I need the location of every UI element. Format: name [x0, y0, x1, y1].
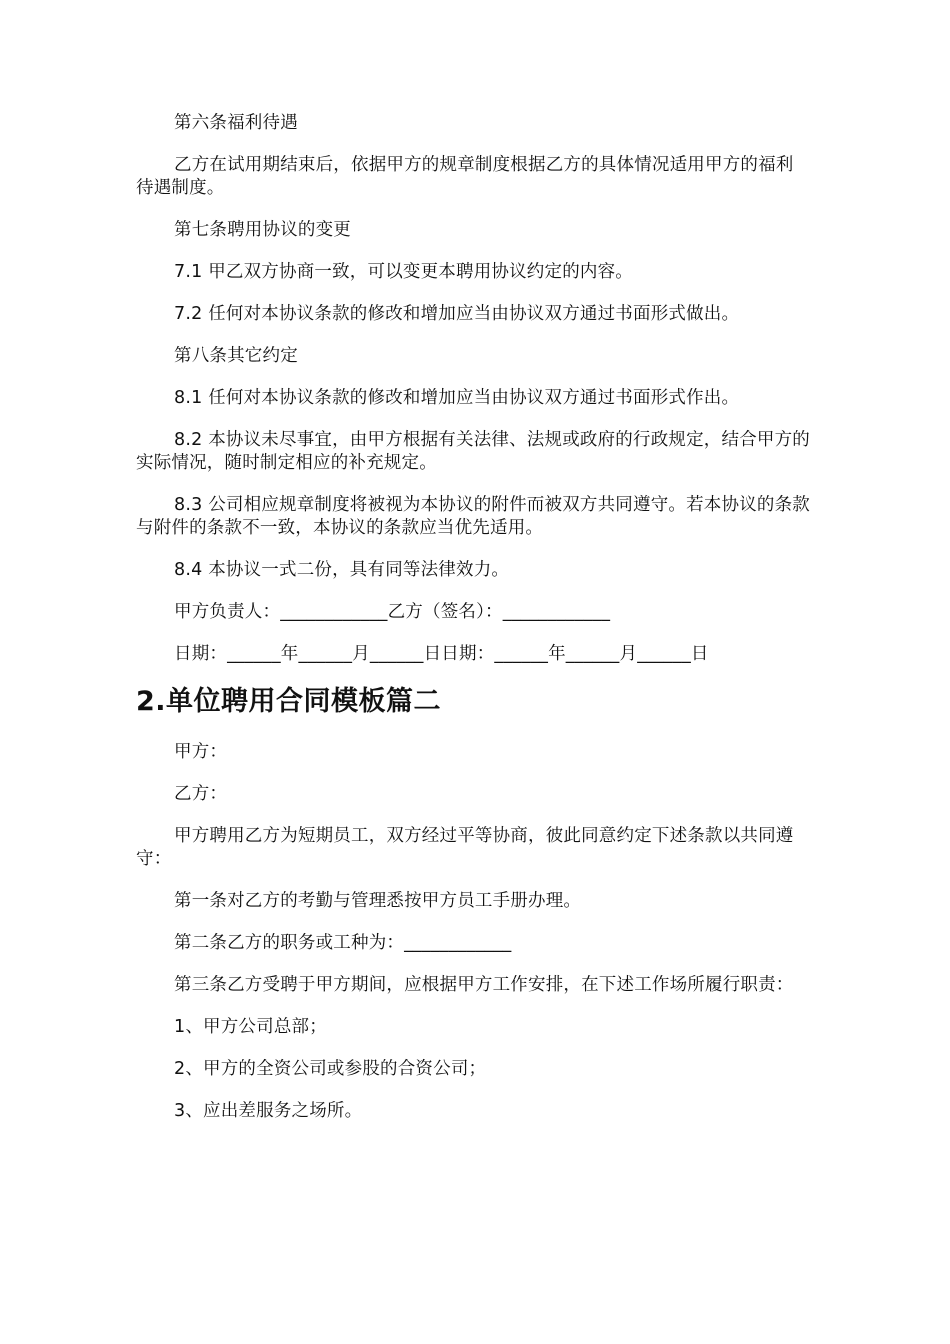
- section-title: 2.单位聘用合同模板篇二: [136, 686, 442, 717]
- paragraph: 7.1 甲乙双方协商一致，可以变更本聘用协议约定的内容。: [174, 262, 633, 282]
- list-item: 3、应出差服务之场所。: [174, 1101, 363, 1121]
- date-line: 日期：______年______月______日日期：______年______月______日: [174, 644, 709, 664]
- paragraph: 8.4 本协议一式二份，具有同等法律效力。: [174, 560, 510, 580]
- paragraph: 8.3 公司相应规章制度将被视为本协议的附件而被双方共同遵守。若本协议的条款与附件的条款不一致，本协议的条款应当优先适用。: [136, 495, 810, 538]
- document-body: [136, 112, 810, 1142]
- paragraph: 第二条乙方的职务或工种为：____________: [174, 933, 512, 953]
- paragraph: 8.1 任何对本协议条款的修改和增加应当由协议双方通过书面形式作出。: [174, 388, 740, 408]
- paragraph: 乙方在试用期结束后，依据甲方的规章制度根据乙方的具体情况适用甲方的福利待遇制度。: [136, 155, 794, 198]
- clause-heading-7: 第七条聘用协议的变更: [174, 220, 351, 240]
- clause-heading-8: 第八条其它约定: [174, 346, 298, 366]
- list-item: 2、甲方的全资公司或参股的合资公司；: [174, 1059, 487, 1079]
- list-item: 1、甲方公司总部；: [174, 1017, 327, 1037]
- paragraph: 7.2 任何对本协议条款的修改和增加应当由协议双方通过书面形式做出。: [174, 304, 740, 324]
- paragraph: 第三条乙方受聘于甲方期间，应根据甲方工作安排，在下述工作场所履行职责：: [174, 975, 794, 995]
- party-a-line: 甲方：: [174, 742, 228, 762]
- paragraph: 第一条对乙方的考勤与管理悉按甲方员工手册办理。: [174, 891, 582, 911]
- paragraph: 8.2 本协议未尽事宜，由甲方根据有关法律、法规或政府的行政规定，结合甲方的实际情况，随时制定相应的补充规定。: [136, 430, 810, 473]
- clause-heading-6: 第六条福利待遇: [174, 113, 298, 133]
- signature-line: 甲方负责人：____________乙方（签名）：____________: [174, 602, 611, 622]
- party-b-line: 乙方：: [174, 784, 228, 804]
- paragraph: 甲方聘用乙方为短期员工，双方经过平等协商，彼此同意约定下述条款以共同遵守：: [136, 826, 794, 869]
